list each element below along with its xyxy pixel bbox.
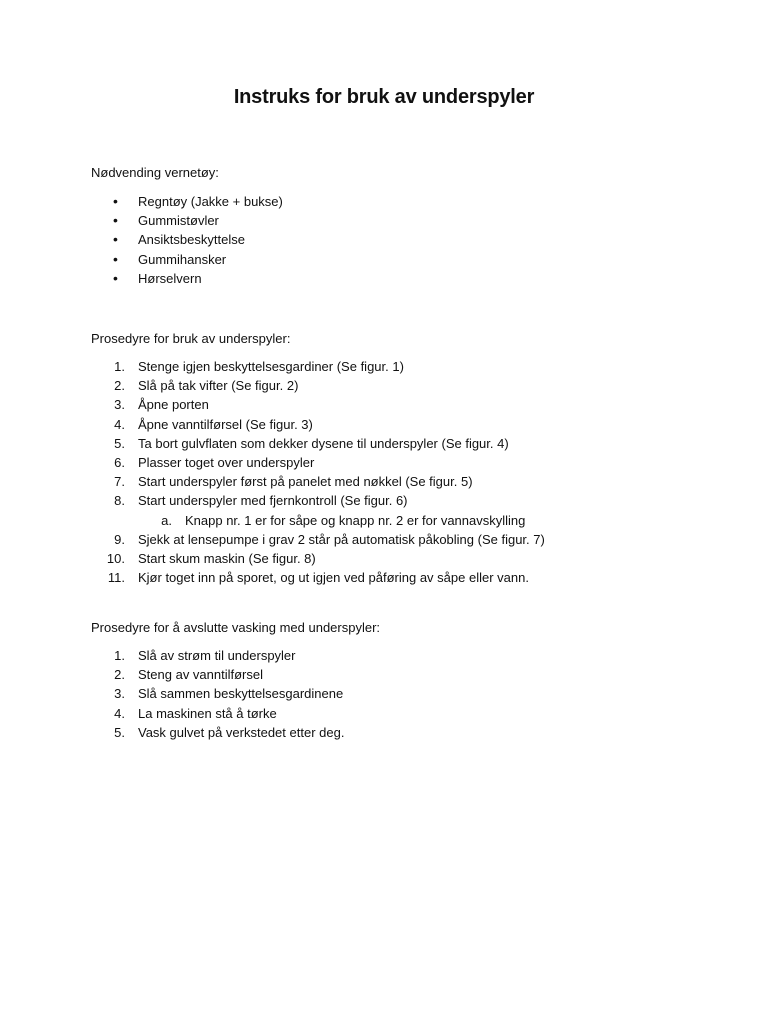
- bullet-icon: •: [113, 212, 118, 229]
- bullet-icon: •: [113, 250, 118, 267]
- finish-heading: Prosedyre for å avslutte vasking med underspyler:: [91, 620, 381, 635]
- bullet-icon: •: [113, 231, 118, 248]
- bullet-icon: •: [113, 269, 118, 286]
- document-page: Instruks for bruk av underspyler Nødvending vernetøy: • Regntøy (Jakke + bukse) • Gummistøvler • Ansiktsbeskyttelse • Gummihansker • Hørselvern Prosedyre for bruk av underspyler: 1. Stenge igjen beskyttelsesgardiner (Se figur. 1) 2. Slå på tak vifter (Se figur. 2) 3. Åpne porten 4. Åpne vanntilførsel (Se figur. 3) 5. Ta bort gulvflaten som dekker dysene til underspyler (Se figur. 4) 6. Plasser toget over underspyler 7. Start underspyler først på panelet med nøkkel (Se figur. 5) 8. Start underspyler med fjernkontroll (Se figur. 6) a. Knapp nr. 1 er for såpe og knapp nr. 2 er for vannavskylling 9. Sjekk at lensepumpe i grav 2 står på automatisk påkobling (Se figur. 7) 10. Start skum maskin (Se figur. 8) 11. Kjør toget inn på sporet, og ut igjen ved påføring av såpe eller vann. Prosedyre for å avslutte vasking med underspyler: 1. Slå av strøm til underspyler 2. Steng av vanntilførsel 3. Slå sammen beskyttelsesgardinene 4. La maskinen stå å tørke 5. Vask gulvet på verkstedet etter deg.: [0, 0, 768, 1024]
- bullet-icon: •: [113, 193, 118, 209]
- equipment-heading: Nødvending vernetøy:: [91, 165, 219, 180]
- procedure-heading: Prosedyre for bruk av underspyler:: [91, 331, 291, 346]
- document-title: Instruks for bruk av underspyler: [233, 86, 535, 108]
